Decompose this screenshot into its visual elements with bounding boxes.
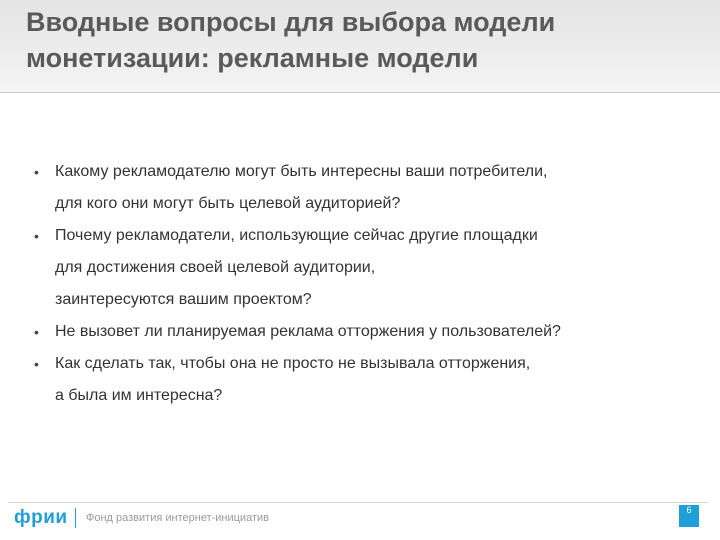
bullet-text-line: Почему рекламодатели, использующие сейчас другие площадки bbox=[55, 227, 538, 244]
page-number-badge: 6 bbox=[679, 505, 699, 527]
bullet-text-line: заинтересуются вашим проектом? bbox=[55, 291, 312, 308]
bullet-text-line: для кого они могут быть целевой аудиторией? bbox=[55, 195, 401, 212]
bullet-marker: • bbox=[34, 164, 39, 180]
logo-separator bbox=[75, 508, 76, 528]
footer-tagline: Фонд развития интернет-инициатив bbox=[86, 512, 269, 524]
bullet-item bbox=[0, 156, 720, 220]
title-divider bbox=[0, 92, 720, 93]
bullet-text-line: а была им интересна? bbox=[55, 387, 223, 404]
slide-title bbox=[26, 4, 696, 76]
bullet-item bbox=[0, 316, 720, 348]
bullet-text-line: Как сделать так, чтобы она не просто не вызывала отторжения, bbox=[55, 355, 531, 372]
bullet-list bbox=[0, 156, 720, 412]
bullet-item bbox=[0, 220, 720, 316]
slide-title-line-1: Вводные вопросы для выбора модели bbox=[26, 7, 556, 37]
bullet-marker: • bbox=[34, 228, 39, 244]
bullet-item bbox=[0, 348, 720, 412]
bullet-text-line: для достижения своей целевой аудитории, bbox=[55, 259, 376, 276]
slide-title-line-2: монетизации: рекламные модели bbox=[26, 43, 479, 73]
bullet-marker: • bbox=[34, 324, 39, 340]
footer-divider bbox=[8, 502, 708, 503]
title-bar bbox=[0, 0, 720, 92]
bullet-text-line: Не вызовет ли планируемая реклама отторжения у пользователей? bbox=[55, 323, 561, 340]
bullet-marker: • bbox=[34, 356, 39, 372]
bullet-text-line: Какому рекламодателю могут быть интересны ваши потребители, bbox=[55, 163, 548, 180]
frii-logo: фрии bbox=[14, 507, 68, 528]
